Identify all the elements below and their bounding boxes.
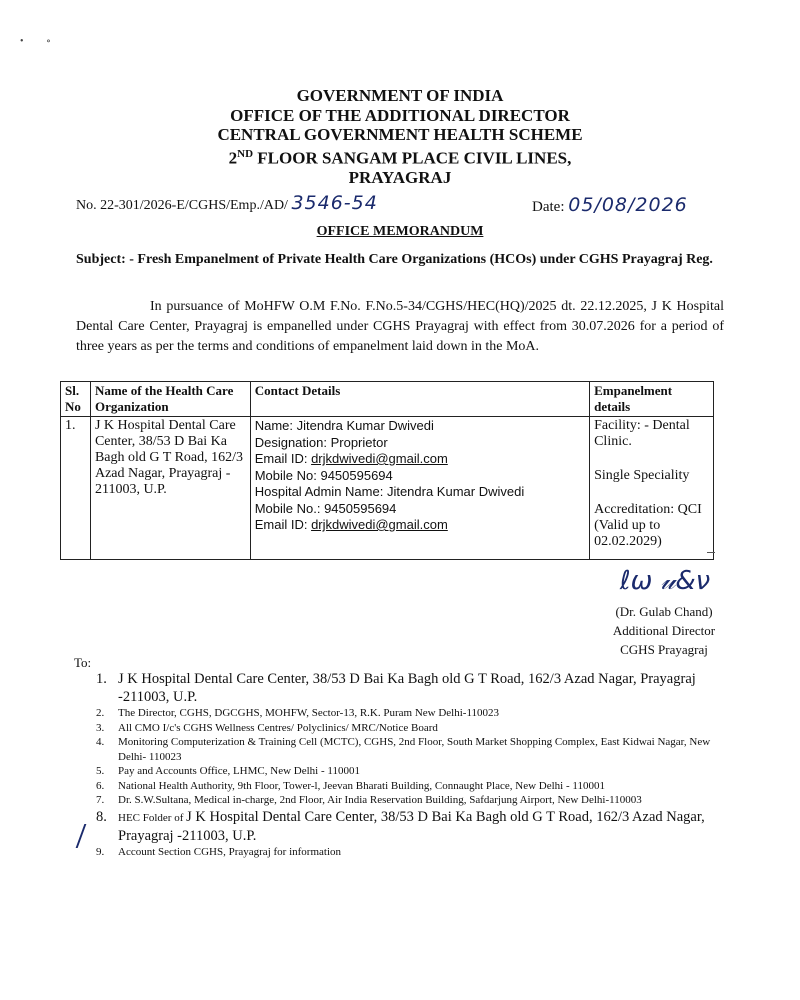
empanelment-speciality: Single Speciality xyxy=(594,468,690,483)
signatory-office: CGHS Prayagraj xyxy=(620,642,708,657)
recipient-text: J K Hospital Dental Care Center, 38/53 D Bai Ka Bagh old G T Road, 162/3 Azad Nagar, Prayagraj -211003, U.P. xyxy=(118,671,696,705)
recipient-prefix: HEC Folder of xyxy=(118,811,187,824)
hco-table xyxy=(60,381,714,560)
list-item xyxy=(84,808,724,845)
recipient-number: 3. xyxy=(96,721,105,734)
list-item xyxy=(84,845,724,860)
list-item xyxy=(84,793,724,808)
table-row xyxy=(61,417,714,560)
subject-line xyxy=(76,251,726,268)
contact-email-line xyxy=(255,451,585,468)
letterhead xyxy=(0,86,800,187)
recipient-list xyxy=(84,670,724,859)
recipient-number: 1. xyxy=(96,671,107,687)
reference-number: No. 22-301/2026-E/CGHS/Emp./AD/ xyxy=(76,198,288,213)
header-line-2: OFFICE OF THE ADDITIONAL DIRECTOR xyxy=(230,105,570,125)
col-header-contact: Contact Details xyxy=(250,382,589,417)
table-edge-mark xyxy=(707,552,715,553)
recipient-text: All CMO I/c's CGHS Wellness Centres/ Polyclinics/ MRC/Notice Board xyxy=(118,721,438,734)
memo-title: OFFICE MEMORANDUM xyxy=(316,224,484,239)
header-line-5: PRAYAGRAJ xyxy=(348,167,452,187)
cell-sl: 1. xyxy=(61,417,91,560)
contact-email2-link[interactable]: drjkdwivedi@gmail.com xyxy=(311,517,448,532)
contact-designation: Designation: Proprietor xyxy=(254,434,388,450)
empanelment-accreditation: Accreditation: QCI (Valid up to 02.02.2029) xyxy=(594,502,702,549)
contact-email2-line xyxy=(255,517,585,534)
contact-admin-mobile: Mobile No.: 9450595694 xyxy=(254,500,397,516)
subject-text: Subject: - Fresh Empanelment of Private Health Care Organizations (HCOs) under CGHS Prayagraj Reg. xyxy=(76,252,713,267)
recipient-number: 8. xyxy=(96,808,107,825)
recipient-text: National Health Authority, 9th Floor, Tower-l, Jeevan Bharati Building, Connaught Place, New Delhi - 110001 xyxy=(118,779,605,792)
recipient-text: J K Hospital Dental Care Center, 38/53 D Bai Ka Bagh old G T Road, 162/3 Azad Nagar, Prayagraj -211003, U.P. xyxy=(118,808,705,844)
recipient-number: 2. xyxy=(96,707,105,719)
recipient-text: Pay and Accounts Office, LHMC, New Delhi - 110001 xyxy=(118,765,360,777)
handwritten-reference: 3546-54 xyxy=(291,192,378,214)
header-floor-sup: ND xyxy=(237,147,254,160)
cell-contact xyxy=(250,417,589,560)
contact-name: Name: Jitendra Kumar Dwivedi xyxy=(254,418,434,433)
col-header-empanelment: Empanelment details xyxy=(590,382,714,417)
signature-area xyxy=(600,566,730,600)
date-line xyxy=(532,194,688,216)
recipient-text: Account Section CGHS, Prayagraj for information xyxy=(118,845,342,858)
recipient-text: The Director, CGHS, DGCGHS, MOHFW, Sector-13, R.K. Puram New Delhi-110023 xyxy=(118,707,500,719)
recipient-number: 7. xyxy=(96,794,105,806)
contact-mobile: Mobile No: 9450595694 xyxy=(254,467,393,483)
header-line-4 xyxy=(0,145,800,168)
handwritten-date: 05/08/2026 xyxy=(568,194,688,216)
empanelment-facility: Facility: - Dental Clinic. xyxy=(594,418,690,449)
col-header-sl: Sl. No xyxy=(61,382,91,417)
cell-empanelment xyxy=(590,417,714,560)
contact-email-label: Email ID: xyxy=(254,451,312,466)
date-label: Date: xyxy=(532,199,565,215)
list-item xyxy=(84,779,724,794)
recipient-text: Monitoring Computerization & Training Cell (MCTC), CGHS, 2nd Floor, South Market Shopping Complex, East Kidwai Nagar, New Delhi- 110023 xyxy=(118,736,711,763)
contact-admin: Hospital Admin Name: Jitendra Kumar Dwivedi xyxy=(254,484,525,499)
list-item xyxy=(84,721,724,736)
recipient-number: 6. xyxy=(96,779,105,792)
recipient-number: 9. xyxy=(96,845,105,858)
recipient-number: 4. xyxy=(96,736,105,748)
table-header-row xyxy=(61,382,714,417)
to-label: To: xyxy=(74,655,92,670)
reference-line xyxy=(76,192,378,214)
paragraph-text: In pursuance of MoHFW O.M F.No. F.No.5-34/CGHS/HEC(HQ)/2025 dt. 22.12.2025, J K Hospital Dental Care Center, Prayagraj is empanelled under CGHS Prayagraj with effect from 30.07.2026 for a period of three years as per the terms and conditions of empanelment laid down in the MoA. xyxy=(76,299,724,354)
list-item xyxy=(84,735,724,764)
recipient-number: 5. xyxy=(96,765,105,777)
scan-marks: • ∘ xyxy=(20,36,51,47)
signature-scribble: ℓω 𝓊&ν xyxy=(619,566,711,596)
list-item xyxy=(84,764,724,779)
contact-email-link[interactable]: drjkdwivedi@gmail.com xyxy=(311,451,448,466)
col-header-org: Name of the Health Care Organization xyxy=(90,382,250,417)
signatory-name: (Dr. Gulab Chand) xyxy=(615,604,713,619)
body-paragraph xyxy=(76,297,724,357)
cell-org: J K Hospital Dental Care Center, 38/53 D Bai Ka Bagh old G T Road, 162/3 Azad Nagar, Prayagraj - 211003, U.P. xyxy=(90,417,250,560)
recipient-text: Dr. S.W.Sultana, Medical in-charge, 2nd Floor, Air India Reservation Building, Safdarjung Airport, New Delhi-110003 xyxy=(118,794,642,806)
list-item xyxy=(84,706,724,721)
signatory-designation: Additional Director xyxy=(612,623,716,638)
header-floor-num: 2 xyxy=(228,148,238,168)
signature-block xyxy=(594,602,734,659)
list-item xyxy=(84,670,724,706)
contact-email2-label: Email ID: xyxy=(254,517,312,532)
header-line-3: CENTRAL GOVERNMENT HEALTH SCHEME xyxy=(217,125,583,144)
header-floor-text: FLOOR SANGAM PLACE CIVIL LINES, xyxy=(253,148,572,168)
header-line-1: GOVERNMENT OF INDIA xyxy=(296,86,504,105)
